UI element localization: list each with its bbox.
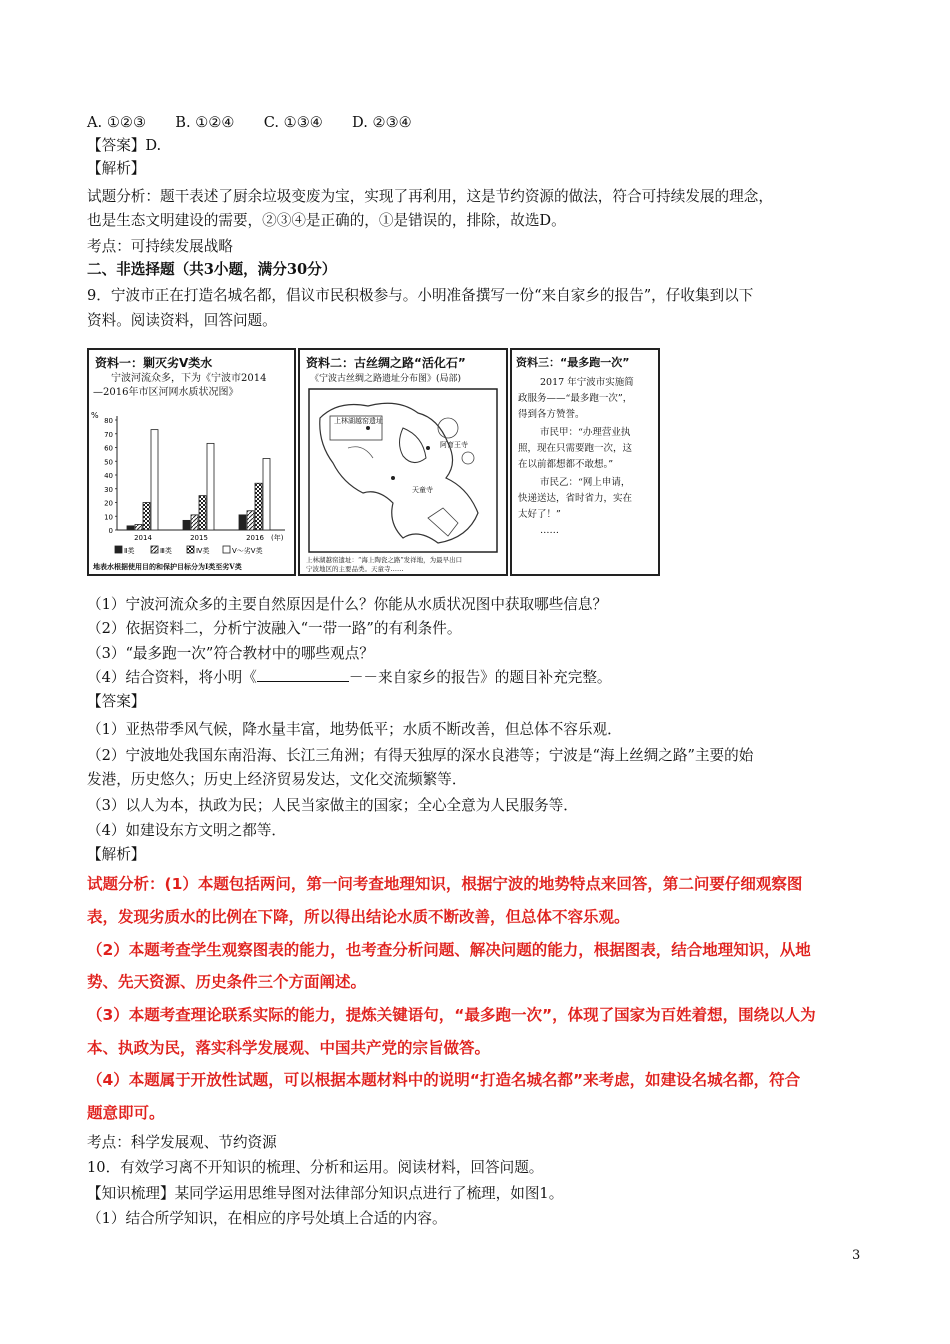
- y-tick-label: 70: [104, 430, 113, 439]
- y-tick-label: 80: [104, 417, 113, 425]
- legend-swatch: [223, 546, 230, 553]
- legend-label: Ⅴ～劣Ⅴ类: [232, 547, 263, 555]
- answer-3: （3）以人为本，执政为民；人民当家做主的国家；全心全意为人民服务等．: [87, 797, 578, 814]
- bar: [207, 443, 214, 530]
- fill-blank[interactable]: [257, 667, 349, 682]
- x-tick-label: 2014: [134, 534, 152, 542]
- legend-label: Ⅳ类: [196, 547, 210, 555]
- bar: [183, 520, 190, 530]
- section-title: 二、非选择题（共3小题，满分30分）: [87, 261, 337, 278]
- material-3-line: 照，现在只需要跑一次，这: [518, 443, 633, 454]
- bar: [191, 515, 198, 530]
- y-tick-label: 30: [104, 485, 113, 494]
- bar: [255, 483, 262, 530]
- material-3-line: 政服务——“最多跑一次”，: [518, 393, 633, 404]
- material-3-line: ……: [540, 525, 559, 536]
- material-3-line: 市民甲：“办理营业执: [540, 427, 631, 438]
- legend-label: Ⅲ类: [160, 547, 172, 555]
- legend-swatch: [187, 546, 194, 553]
- analysis-text: 势、先天资源、历史条件三个方面阐述。: [87, 973, 367, 991]
- map-label: 天童寺: [412, 486, 433, 494]
- legend-label: Ⅱ类: [124, 547, 135, 555]
- material-3-line: 在以前都想都不敢想。”: [518, 459, 614, 470]
- analysis-text: 题意即可。: [87, 1104, 165, 1122]
- question-4-before: （4）结合资料，将小明《: [87, 669, 257, 686]
- y-tick-label: 60: [104, 444, 113, 453]
- question-stem: 10．有效学习离不开知识的梳理、分析和运用。阅读材料，回答问题。: [87, 1159, 544, 1176]
- question-stem: 9．宁波市正在打造名城名都，倡议市民积极参与。小明准备撰写一份“来自家乡的报告”，仔收集到以下: [87, 287, 754, 304]
- map-label: 阿育王寺: [440, 441, 468, 449]
- material-2-panel: [298, 348, 508, 576]
- map-label: 上林湖越窑遗址: [334, 417, 383, 425]
- x-axis-label: (年): [271, 534, 284, 542]
- material-3-panel: [510, 348, 660, 576]
- question-2: （2）依据资料二，分析宁波融入“一带一路”的有利条件。: [87, 620, 462, 637]
- y-tick-label: 50: [104, 458, 113, 467]
- material-3-line: 太好了！”: [518, 509, 561, 520]
- material-3-title: 资料三：“最多跑一次”: [516, 356, 630, 369]
- y-tick-label: 10: [104, 513, 113, 522]
- silk-road-map: [308, 388, 498, 553]
- x-tick-label: 2016: [246, 534, 264, 542]
- bar: [263, 459, 270, 531]
- y-tick-label: 40: [104, 472, 113, 480]
- material-3-line: 快递送达，省时省力，实在: [518, 493, 633, 504]
- material-3-line: 市民乙：“网上申请，: [540, 477, 631, 488]
- material-2-subtitle: 《宁波古丝绸之路遗址分布图》(局部): [310, 374, 462, 384]
- bar: [127, 526, 134, 530]
- question-stem: 资料。阅读资料，回答问题。: [87, 312, 277, 329]
- bar: [247, 511, 254, 530]
- question-4-after: －－来自家乡的报告》的题目补充完整。: [348, 669, 612, 686]
- knowledge-sorting: 【知识梳理】某同学运用思维导图对法律部分知识点进行了梳理，如图1。: [87, 1185, 564, 1202]
- answer-1: （1）亚热带季风气候，降水量丰富，地势低平；水质不断改善，但总体不容乐观．: [87, 721, 622, 738]
- material-1-footnote: 地表水根据使用目的和保护目标分为Ⅰ类至劣Ⅴ类: [93, 562, 242, 571]
- y-tick-label: 20: [104, 499, 113, 508]
- bar: [199, 496, 206, 530]
- water-quality-chart: [89, 402, 294, 572]
- question-1: （1）结合所学知识，在相应的序号处填上合适的内容。: [87, 1210, 447, 1227]
- analysis-text: （3）本题考查理论联系实际的能力，提炼关键语句，“最多跑一次”，体现了国家为百姓着想，围绕以人为: [87, 1006, 816, 1024]
- material-2-footnote: 上林湖越窑遗址：“海上陶瓷之路”发祥地，为最早出口: [306, 556, 463, 564]
- legend-swatch: [115, 546, 122, 553]
- analysis-text: 也是生态文明建设的需要，②③④是正确的，①是错误的，排除，故选D。: [87, 212, 566, 229]
- material-2-title: 资料二：古丝绸之路“活化石”: [306, 356, 466, 370]
- bar: [239, 515, 246, 530]
- key-point: 考点：可持续发展战略: [87, 238, 233, 255]
- question-4: [87, 667, 612, 689]
- bar: [143, 503, 150, 531]
- analysis-text: 表，发现劣质水的比例在下降，所以得出结论水质不断改善，但总体不容乐观。: [87, 908, 630, 926]
- y-axis-label: %: [91, 411, 99, 420]
- material-2-footnote: 宁波地区的主要品类。天童寺……: [306, 565, 404, 573]
- bar: [151, 430, 158, 530]
- answer-2: （2）宁波地处我国东南沿海、长江三角洲；有得天独厚的深水良港等；宁波是“海上丝绸之路”主要的始: [87, 747, 754, 764]
- analysis-text: 试题分析：题干表述了厨余垃圾变废为宝，实现了再利用，这是节约资源的做法，符合可持续发展的理念，: [87, 188, 773, 205]
- analysis-label: 【解析】: [87, 160, 146, 177]
- answer-options: A. ①②③ B. ①②④ C. ①③④ D. ②③④: [87, 114, 412, 131]
- legend-swatch: [151, 546, 158, 553]
- y-tick-label: 0: [108, 527, 113, 535]
- answer-label: 【答案】D.: [87, 137, 162, 154]
- analysis-label: 【解析】: [87, 846, 146, 863]
- analysis-text: 试题分析：(1）本题包括两问，第一问考查地理知识，根据宁波的地势特点来回答，第二问要仔细观察图: [87, 875, 803, 893]
- analysis-text: （2）本题考查学生观察图表的能力，也考查分析问题、解决问题的能力，根据图表，结合地理知识，从地: [87, 941, 811, 959]
- question-3: （3）“最多跑一次”符合教材中的哪些观点？: [87, 645, 374, 662]
- analysis-text: （4）本题属于开放性试题，可以根据本题材料中的说明“打造名城名都”来考虑，如建设名城名都，符合: [87, 1071, 801, 1089]
- material-1-panel: [87, 348, 296, 576]
- analysis-text: 本、执政为民，落实科学发展观、中国共产党的宗旨做答。: [87, 1039, 491, 1057]
- material-3-line: 2017 年宁波市实施简: [540, 377, 634, 388]
- answer-2: 发港，历史悠久；历史上经济贸易发达，文化交流频繁等．: [87, 771, 467, 788]
- bar: [135, 525, 142, 531]
- page-number: 3: [852, 1248, 861, 1263]
- question-1: （1）宁波河流众多的主要自然原因是什么？你能从水质状况图中获取哪些信息？: [87, 596, 608, 613]
- answer-label: 【答案】: [87, 693, 146, 710]
- material-1-subtitle: 宁波河流众多，下为《宁波市2014: [111, 373, 267, 384]
- material-3-line: 得到各方赞誉。: [518, 409, 585, 420]
- material-1-title: 资料一：剿灭劣Ⅴ类水: [95, 356, 213, 370]
- answer-4: （4）如建设东方文明之都等．: [87, 822, 287, 839]
- key-point: 考点：科学发展观、节约资源: [87, 1134, 277, 1151]
- x-tick-label: 2015: [190, 534, 208, 542]
- material-1-subtitle: —2016年市区河网水质状况图》: [93, 387, 239, 398]
